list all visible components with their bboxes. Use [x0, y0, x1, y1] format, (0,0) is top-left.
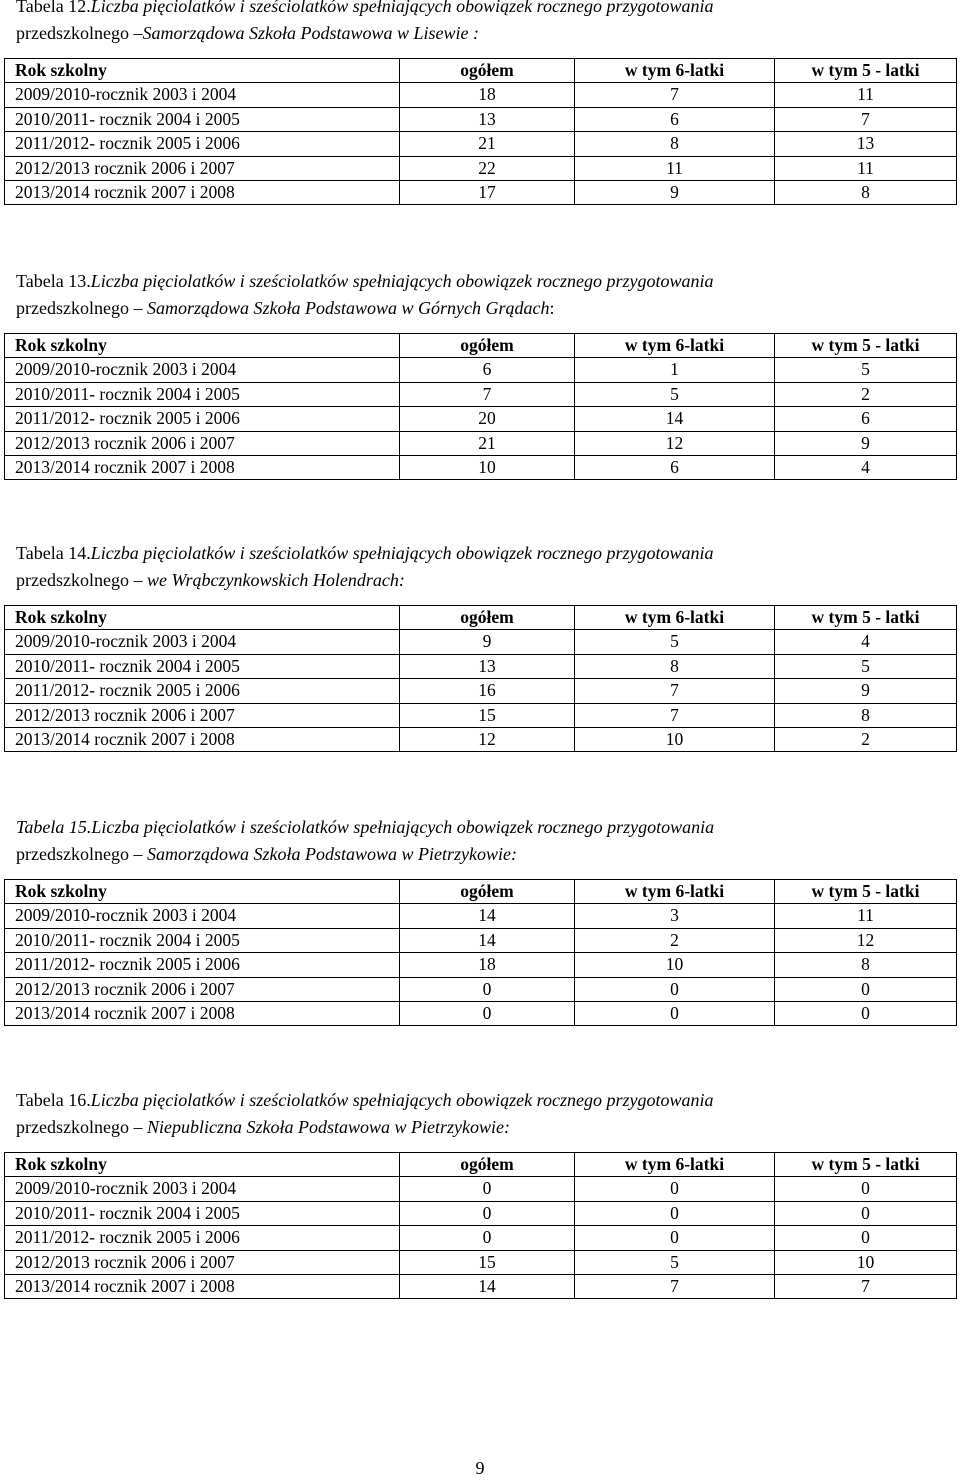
- table-cell: 2: [775, 382, 957, 406]
- column-header: ogółem: [400, 1153, 575, 1177]
- column-header: Rok szkolny: [5, 59, 400, 83]
- table-cell: 12: [775, 928, 957, 952]
- table-row: [5, 904, 957, 928]
- table-cell: 1: [575, 358, 775, 382]
- column-header: w tym 5 - latki: [775, 1153, 957, 1177]
- table-cell: 2010/2011- rocznik 2004 i 2005: [5, 382, 400, 406]
- column-header: w tym 6-latki: [575, 59, 775, 83]
- table-label: Tabela 16.: [16, 1090, 91, 1110]
- table-cell: 10: [575, 953, 775, 977]
- table-section: [4, 268, 956, 480]
- table-cell: 21: [400, 431, 575, 455]
- table-cell: 2: [775, 728, 957, 752]
- table-title: Liczba pięciolatków i sześciolatków spełniających obowiązek rocznego przygotowania: [90, 0, 714, 16]
- table-label: Tabela 14.: [16, 543, 91, 563]
- table-cell: 14: [400, 1275, 575, 1299]
- table-cell: 7: [575, 679, 775, 703]
- table-title: Liczba pięciolatków i sześciolatków spełniających obowiązek rocznego przygotowania: [90, 1090, 714, 1110]
- table-row: [5, 977, 957, 1001]
- table-cell: 11: [575, 156, 775, 180]
- table-cell: 7: [775, 107, 957, 131]
- table-caption: [16, 268, 956, 322]
- column-header: w tym 6-latki: [575, 606, 775, 630]
- title-tail: :: [549, 298, 555, 318]
- table-cell: 11: [775, 83, 957, 107]
- table-cell: 0: [575, 1177, 775, 1201]
- table-cell: 8: [775, 703, 957, 727]
- column-header: w tym 6-latki: [575, 1153, 775, 1177]
- column-header: Rok szkolny: [5, 880, 400, 904]
- table-row: [5, 382, 957, 406]
- table-cell: 11: [775, 904, 957, 928]
- table-cell: 2013/2014 rocznik 2007 i 2008: [5, 1002, 400, 1026]
- table-cell: 9: [575, 181, 775, 205]
- table-cell: 0: [775, 977, 957, 1001]
- table-caption: [16, 1087, 956, 1141]
- table-cell: 6: [400, 358, 575, 382]
- table-header-row: [5, 1153, 957, 1177]
- table-row: [5, 928, 957, 952]
- column-header: ogółem: [400, 334, 575, 358]
- table-row: [5, 181, 957, 205]
- table-cell: 7: [575, 83, 775, 107]
- table-cell: 2012/2013 rocznik 2006 i 2007: [5, 977, 400, 1001]
- table-cell: 2009/2010-rocznik 2003 i 2004: [5, 904, 400, 928]
- table-cell: 2009/2010-rocznik 2003 i 2004: [5, 83, 400, 107]
- table-row: [5, 953, 957, 977]
- table-cell: 0: [575, 1226, 775, 1250]
- table-row: [5, 107, 957, 131]
- table-caption: [16, 814, 956, 868]
- table-cell: 12: [400, 728, 575, 752]
- table-cell: 8: [575, 132, 775, 156]
- table-title-prefix: przedszkolnego –: [16, 570, 147, 590]
- table-cell: 2009/2010-rocznik 2003 i 2004: [5, 1177, 400, 1201]
- table-cell: 2013/2014 rocznik 2007 i 2008: [5, 1275, 400, 1299]
- table-cell: 6: [775, 407, 957, 431]
- table-cell: 0: [775, 1201, 957, 1225]
- table-row: [5, 358, 957, 382]
- table-header-row: [5, 606, 957, 630]
- table-title-prefix: przedszkolnego –: [16, 1117, 147, 1137]
- table-title: Liczba pięciolatków i sześciolatków spełniających obowiązek rocznego przygotowania: [90, 543, 714, 563]
- table-cell: 5: [575, 382, 775, 406]
- table-cell: 0: [775, 1177, 957, 1201]
- data-table: [4, 333, 957, 480]
- table-cell: 2011/2012- rocznik 2005 i 2006: [5, 953, 400, 977]
- table-cell: 0: [400, 1002, 575, 1026]
- table-label: Tabela 15.: [16, 817, 92, 837]
- table-row: [5, 1201, 957, 1225]
- table-cell: 3: [575, 904, 775, 928]
- table-cell: 0: [400, 1177, 575, 1201]
- table-cell: 18: [400, 953, 575, 977]
- table-caption: [16, 540, 956, 594]
- column-header: w tym 6-latki: [575, 334, 775, 358]
- table-cell: 2012/2013 rocznik 2006 i 2007: [5, 703, 400, 727]
- table-cell: 11: [775, 156, 957, 180]
- data-table: [4, 605, 957, 752]
- table-cell: 2013/2014 rocznik 2007 i 2008: [5, 728, 400, 752]
- table-cell: 0: [400, 1201, 575, 1225]
- table-cell: 16: [400, 679, 575, 703]
- table-cell: 14: [400, 928, 575, 952]
- table-cell: 2013/2014 rocznik 2007 i 2008: [5, 456, 400, 480]
- table-label: Tabela 13.: [16, 271, 91, 291]
- table-cell: 14: [400, 904, 575, 928]
- table-row: [5, 1275, 957, 1299]
- school-name: Samorządowa Szkoła Podstawowa w Pietrzykowie:: [146, 844, 517, 864]
- table-label: Tabela 12.: [16, 0, 91, 16]
- table-cell: 21: [400, 132, 575, 156]
- school-name: Samorządowa Szkoła Podstawowa w Górnych Grądach: [146, 298, 550, 318]
- table-cell: 6: [575, 107, 775, 131]
- table-row: [5, 728, 957, 752]
- column-header: w tym 5 - latki: [775, 880, 957, 904]
- table-cell: 10: [400, 456, 575, 480]
- table-cell: 7: [575, 703, 775, 727]
- table-title-prefix: przedszkolnego –: [16, 844, 147, 864]
- table-cell: 4: [775, 456, 957, 480]
- table-cell: 2012/2013 rocznik 2006 i 2007: [5, 156, 400, 180]
- column-header: Rok szkolny: [5, 606, 400, 630]
- column-header: ogółem: [400, 59, 575, 83]
- table-cell: 20: [400, 407, 575, 431]
- table-cell: 9: [775, 679, 957, 703]
- table-cell: 4: [775, 630, 957, 654]
- table-cell: 0: [400, 1226, 575, 1250]
- school-name: Niepubliczna Szkoła Podstawowa w Pietrzykowie:: [146, 1117, 510, 1137]
- table-section: [4, 814, 956, 1026]
- column-header: w tym 5 - latki: [775, 334, 957, 358]
- column-header: w tym 5 - latki: [775, 59, 957, 83]
- table-cell: 13: [400, 654, 575, 678]
- page-number: 9: [475, 1458, 485, 1478]
- table-cell: 2009/2010-rocznik 2003 i 2004: [5, 358, 400, 382]
- table-title: Liczba pięciolatków i sześciolatków spełniających obowiązek rocznego przygotowania: [91, 817, 715, 837]
- table-cell: 2012/2013 rocznik 2006 i 2007: [5, 1250, 400, 1274]
- column-header: ogółem: [400, 880, 575, 904]
- table-row: [5, 703, 957, 727]
- table-cell: 2: [575, 928, 775, 952]
- school-name: –Samorządowa Szkoła Podstawowa w Lisewie :: [133, 23, 479, 43]
- table-row: [5, 1226, 957, 1250]
- table-cell: 7: [775, 1275, 957, 1299]
- table-title-prefix: przedszkolnego –: [16, 298, 147, 318]
- table-cell: 2010/2011- rocznik 2004 i 2005: [5, 107, 400, 131]
- table-cell: 0: [575, 1201, 775, 1225]
- table-cell: 2009/2010-rocznik 2003 i 2004: [5, 630, 400, 654]
- table-row: [5, 1002, 957, 1026]
- table-header-row: [5, 334, 957, 358]
- table-cell: 9: [775, 431, 957, 455]
- table-cell: 2011/2012- rocznik 2005 i 2006: [5, 407, 400, 431]
- table-cell: 9: [400, 630, 575, 654]
- table-cell: 5: [775, 654, 957, 678]
- table-cell: 10: [775, 1250, 957, 1274]
- table-cell: 15: [400, 703, 575, 727]
- table-row: [5, 431, 957, 455]
- table-row: [5, 654, 957, 678]
- table-cell: 8: [775, 953, 957, 977]
- table-cell: 13: [400, 107, 575, 131]
- table-section: [4, 0, 956, 205]
- table-caption: [16, 0, 956, 47]
- data-table: [4, 879, 957, 1026]
- table-section: [4, 1087, 956, 1299]
- table-cell: 0: [575, 977, 775, 1001]
- table-row: [5, 1250, 957, 1274]
- table-cell: 15: [400, 1250, 575, 1274]
- data-table: [4, 1152, 957, 1299]
- table-section: [4, 540, 956, 752]
- table-cell: 2013/2014 rocznik 2007 i 2008: [5, 181, 400, 205]
- table-cell: 0: [575, 1002, 775, 1026]
- school-name: we Wrąbczynkowskich Holendrach:: [146, 570, 405, 590]
- table-cell: 8: [775, 181, 957, 205]
- table-cell: 14: [575, 407, 775, 431]
- table-cell: 7: [400, 382, 575, 406]
- table-cell: 5: [575, 630, 775, 654]
- table-header-row: [5, 880, 957, 904]
- table-cell: 2011/2012- rocznik 2005 i 2006: [5, 679, 400, 703]
- table-title-prefix: przedszkolnego: [16, 23, 134, 43]
- table-cell: 12: [575, 431, 775, 455]
- table-cell: 18: [400, 83, 575, 107]
- column-header: Rok szkolny: [5, 1153, 400, 1177]
- table-cell: 0: [775, 1002, 957, 1026]
- table-cell: 6: [575, 456, 775, 480]
- column-header: Rok szkolny: [5, 334, 400, 358]
- data-table: [4, 58, 957, 205]
- table-row: [5, 1177, 957, 1201]
- column-header: w tym 6-latki: [575, 880, 775, 904]
- table-header-row: [5, 59, 957, 83]
- table-row: [5, 407, 957, 431]
- table-cell: 2012/2013 rocznik 2006 i 2007: [5, 431, 400, 455]
- table-cell: 5: [775, 358, 957, 382]
- column-header: w tym 5 - latki: [775, 606, 957, 630]
- table-cell: 5: [575, 1250, 775, 1274]
- table-row: [5, 630, 957, 654]
- table-row: [5, 679, 957, 703]
- table-cell: 7: [575, 1275, 775, 1299]
- table-cell: 2010/2011- rocznik 2004 i 2005: [5, 1201, 400, 1225]
- table-row: [5, 83, 957, 107]
- table-cell: 13: [775, 132, 957, 156]
- table-cell: 2010/2011- rocznik 2004 i 2005: [5, 928, 400, 952]
- table-cell: 22: [400, 156, 575, 180]
- table-cell: 2011/2012- rocznik 2005 i 2006: [5, 1226, 400, 1250]
- column-header: ogółem: [400, 606, 575, 630]
- table-cell: 0: [400, 977, 575, 1001]
- table-row: [5, 456, 957, 480]
- table-cell: 17: [400, 181, 575, 205]
- table-cell: 2011/2012- rocznik 2005 i 2006: [5, 132, 400, 156]
- table-title: Liczba pięciolatków i sześciolatków spełniających obowiązek rocznego przygotowania: [90, 271, 714, 291]
- table-cell: 0: [775, 1226, 957, 1250]
- table-cell: 8: [575, 654, 775, 678]
- table-row: [5, 132, 957, 156]
- table-row: [5, 156, 957, 180]
- table-cell: 2010/2011- rocznik 2004 i 2005: [5, 654, 400, 678]
- table-cell: 10: [575, 728, 775, 752]
